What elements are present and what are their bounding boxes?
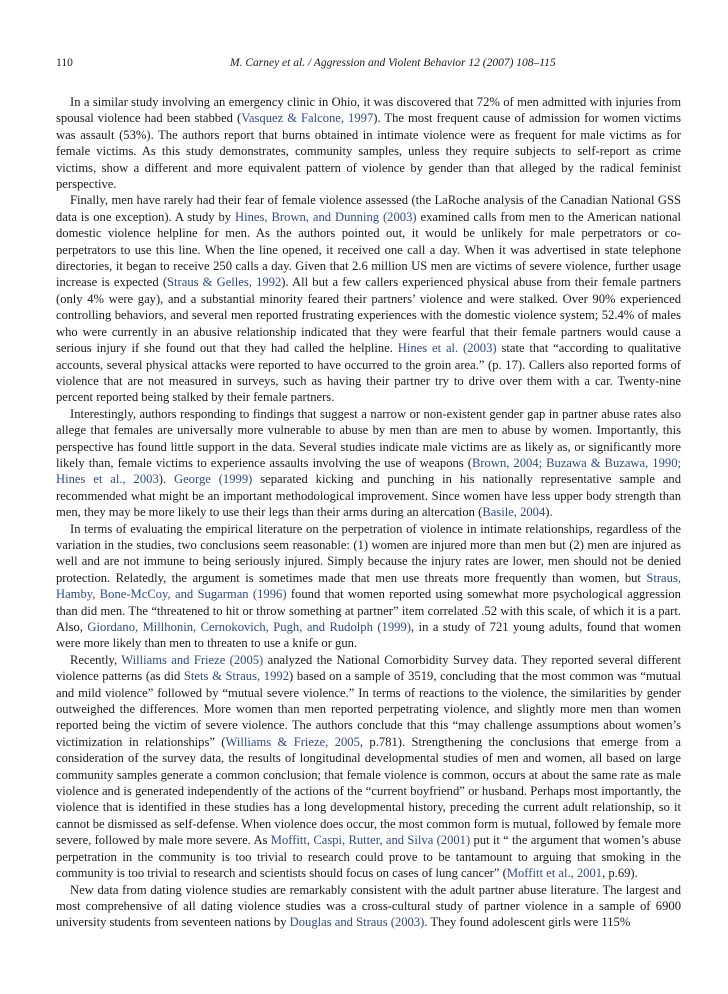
citation-link[interactable]: Hines et al. (2003) xyxy=(397,341,497,356)
body-paragraph xyxy=(56,94,681,192)
article-body xyxy=(56,94,681,931)
body-text: found that women reported using somewhat more psychological aggression than did men. The “threatened to hit or throw something at partner” item correlated .52 with this scale, of which it is a part. Also, xyxy=(56,587,681,634)
body-text: , p.69). xyxy=(602,866,638,881)
body-text: , in a study of 721 young adults, found that women were more likely than men to threaten to use a knife or gun. xyxy=(56,620,681,651)
body-paragraph xyxy=(56,521,681,652)
citation-link[interactable]: Moffitt, Caspi, Rutter, and Silva (2001) xyxy=(270,833,471,848)
body-text: In terms of evaluating the empirical literature on the perpetration of violence in intimate relationships, regardless of the variation in the studies, two conclusions seem reasonable: (1) women are injured more than men but (2) men are injured as well and are not immune to being seriously injured. Simply because the injury rates are lower, men should not be denied protection. Relatedly, the argument is sometimes made that men use threats more frequently than women, but xyxy=(56,521,681,585)
body-text: , p.781). Strengthening the conclusions that emerge from a consideration of the survey data, the results of longitudinal developmental studies of men and women, all based on large community samples generate a common conclusion; that female violence is common, occurs at about the same rate as male violence and is generated independently of the actions of the “current boyfriend” or husband. Perhaps most importantly, the violence that is identified in these studies has a long developmental history, preceding the current adult relationship, so it cannot be dismissed as self-defense. When violence does occur, the most common form is mutual, followed by female more severe, followed by male more severe. As xyxy=(56,734,681,848)
citation-link[interactable]: Moffitt et al., 2001 xyxy=(506,866,603,881)
citation-link[interactable]: Douglas and Straus (2003) xyxy=(289,915,425,930)
citation-link[interactable]: George (1999) xyxy=(174,472,253,487)
body-text: Recently, xyxy=(70,652,122,667)
body-text: examined calls from men to the American national domestic violence helpline for men. As the authors pointed out, it would be unlikely for male perpetrators or co-perpetrators to use this line. When the line opened, it received one call a day. When it was advertised in state telephone directories, it began to receive 250 calls a day. Given that 2.6 million US men are victims of severe violence, further usage increase is expected ( xyxy=(56,209,681,290)
body-text: analyzed the National Comorbidity Survey data. They reported several different violence patterns (as did xyxy=(56,652,681,684)
page-number: 110 xyxy=(56,57,73,69)
citation-link[interactable]: Brown, 2004; Buzawa & Buzawa, 1990; Hines et al., 2003 xyxy=(56,455,681,487)
body-text: state that “according to qualitative accounts, several physical attacks were reported to have occurred to the groin area.” (p. 17). Callers also reported forms of violence that are not measured in surveys, such as having their partner try to drive over them with a car. Twenty-nine percent reported being stalked by their female partners. xyxy=(56,341,681,405)
body-text: . They found adolescent girls were 115% xyxy=(424,915,631,930)
citation-link[interactable]: Hines, Brown, and Dunning (2003) xyxy=(235,209,417,224)
citation-link[interactable]: Williams and Frieze (2005) xyxy=(121,652,264,667)
citation-link[interactable]: Straus, Hamby, Bone-McCoy, and Sugarman (1996) xyxy=(56,570,681,602)
citation-link[interactable]: Straus & Gelles, 1992 xyxy=(167,275,282,290)
body-text: New data from dating violence studies are remarkably consistent with the adult partner abuse literature. The largest and most comprehensive of all dating violence studies was a cross-cultural study of partner violence in a sample of 6900 university students from seventeen nations by xyxy=(56,882,681,930)
body-paragraph xyxy=(56,882,681,931)
body-text: In a similar study involving an emergency clinic in Ohio, it was discovered that 72% of men admitted with injuries from spousal violence had been stabbed ( xyxy=(56,95,681,126)
body-text: Finally, men have rarely had their fear of female violence assessed (the LaRoche analysis of the Canadian National GSS data is one exception). A study by xyxy=(56,193,681,224)
running-title: M. Carney et al. / Aggression and Violent Behavior 12 (2007) 108–115 xyxy=(230,57,556,69)
body-paragraph xyxy=(56,652,681,882)
body-text: ). xyxy=(158,472,174,487)
citation-link[interactable]: Stets & Straus, 1992 xyxy=(183,669,289,684)
body-text: ). xyxy=(545,505,553,520)
body-text: ). The most frequent cause of admission for women victims was assault (53%). The authors report that burns obtained in intimate violence were as frequent for male victims as for female victims. As this study demonstrates, community samples, unless they require subjects to self-report as crime victims, show a different and more equivalent pattern of violence by gender than that alleged by the radical feminist perspective. xyxy=(56,111,682,192)
body-text: put it “ the argument that women’s abuse perpetration in the community is too trivial to research could prove to be tantamount to arguing that smoking in the community is too trivial to research and scientists should focus on cases of lung cancer” ( xyxy=(56,833,682,881)
body-text: ). All but a few callers experienced physical abuse from their female partners (only 4% were gay), and a substantial minority feared their partners’ violence and were stalked. Over 90% experienced controlling behaviors, and several men reported frustrating experiences with the domestic violence system; 52.4% of males who were currently in an abusive relationship indicated that they were fearful that their female partners would cause a serious injury if she found out that they had called the helpline. xyxy=(56,275,681,356)
citation-link[interactable]: Williams & Frieze, 2005 xyxy=(225,734,360,749)
body-text: separated kicking and punching in his nationally representative sample and recommended what might be an important methodological improvement. Since women have less upper body strength than men, they may be more likely to use their legs than their arms during an altercation ( xyxy=(56,472,681,520)
body-paragraph xyxy=(56,192,681,405)
body-text: ) based on a sample of 3519, concluding that the most common was “mutual and mild violence” followed by “mutual severe violence.” In terms of reactions to the violence, the similarities by gender outweighed the differences. More women than men reported perpetrating violence, and slightly more men than women reported being the victim of severe violence. The authors conclude that this “may challenge assumptions about women’s victimization in relationships” ( xyxy=(56,669,681,749)
citation-link[interactable]: Vasquez & Falcone, 1997 xyxy=(241,111,374,126)
body-text: Interestingly, authors responding to findings that suggest a narrow or non-existent gender gap in partner abuse rates also allege that females are universally more vulnerable to abuse by men than are men to abuse by women. Importantly, this perspective has found little support in the data. Several studies indicate male victims are as likely as, or significantly more likely than, female victims to experience assaults involving the use of weapons ( xyxy=(56,406,681,470)
citation-link[interactable]: Giordano, Millhonin, Cernokovich, Pugh, and Rudolph (1999) xyxy=(87,620,411,634)
citation-link[interactable]: Basile, 2004 xyxy=(482,505,546,520)
body-paragraph xyxy=(56,406,681,521)
